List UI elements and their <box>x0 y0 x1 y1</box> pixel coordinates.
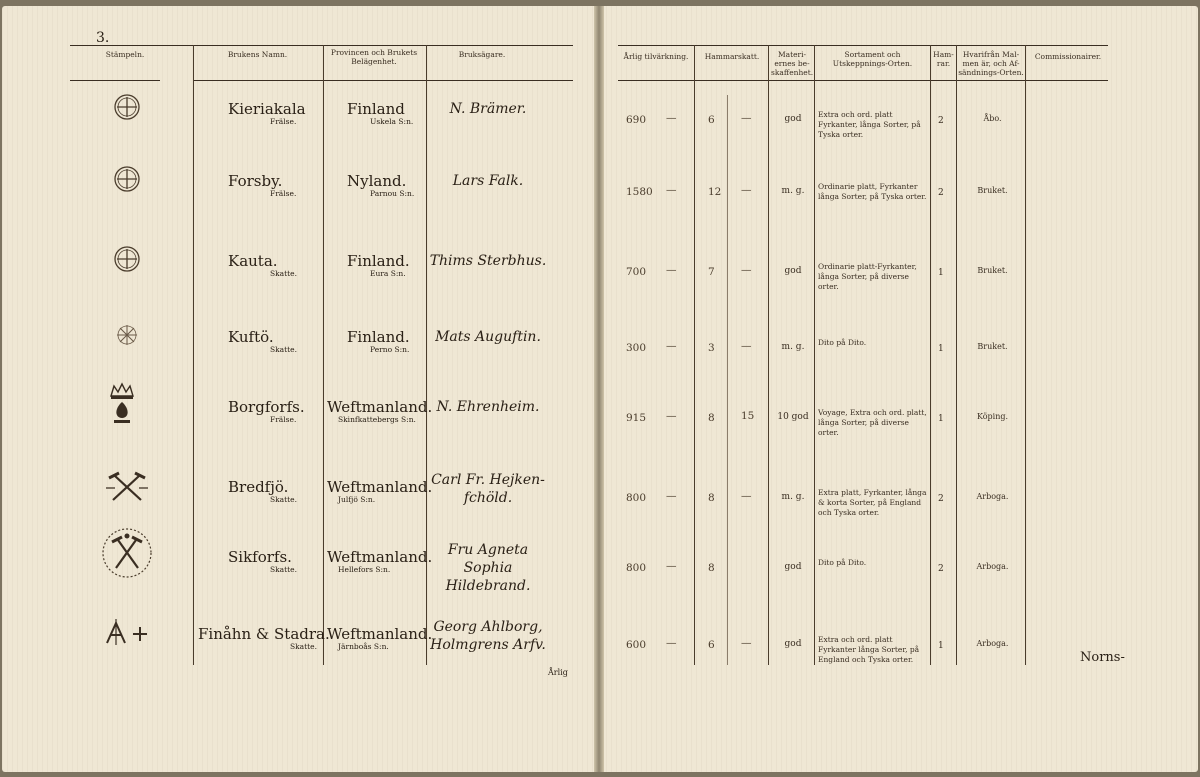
hammer-tax-extra: — <box>741 184 752 196</box>
header-bottom-rule-stamp <box>70 80 160 81</box>
col-divider-r1 <box>694 45 695 665</box>
hammer-tax: 8 <box>708 562 715 574</box>
assortment: Dito på Dito. <box>818 338 867 347</box>
works-name: Kuftö. <box>228 328 274 346</box>
assortment: Ordinarie platt-Fyrkanter, långa Sorter, på diverse orter. <box>818 262 917 291</box>
header-bruksagare: Bruksägare. <box>458 50 506 59</box>
hammer-tax: 7 <box>708 266 715 278</box>
parish-location: Parnou S:n. <box>370 189 415 198</box>
province: Weftmanland. <box>327 398 433 416</box>
col-divider-r3 <box>814 45 815 665</box>
hammer-count: 2 <box>938 116 944 126</box>
works-name: Kieriakala <box>228 100 306 118</box>
annual-production: 300 <box>626 342 647 354</box>
col-divider-r2 <box>768 45 769 665</box>
tax-dash: — <box>666 560 677 572</box>
hammer-count: 1 <box>938 414 944 424</box>
works-tenure: Skatte. <box>270 269 298 278</box>
works-owner: Carl Fr. Hejken-fchöld. <box>431 472 545 507</box>
province: Weftmanland. <box>327 625 433 643</box>
works-owner: N. Ehrenheim. <box>436 399 540 415</box>
works-tenure: Frälse. <box>270 189 297 198</box>
hammers-wreath-stamp-icon <box>100 526 154 584</box>
works-tenure: Frälse. <box>270 117 297 126</box>
works-tenure: Skatte. <box>270 345 298 354</box>
header-bottom-rule-left <box>193 80 573 81</box>
assortment: Extra och ord. platt Fyrkanter långa Sorter, på England och Tyska orter. <box>818 635 920 664</box>
parish-location: Uskela S:n. <box>370 117 414 126</box>
page-number: 3. <box>96 30 110 46</box>
hammer-count: 2 <box>938 494 944 504</box>
hammer-tax-extra: — <box>741 112 752 124</box>
parish-location: Järnboås S:n. <box>338 642 389 651</box>
annual-production: 690 <box>626 114 647 126</box>
anchor-cross-stamp-icon <box>102 617 152 651</box>
works-owner: Lars Falk. <box>452 173 524 189</box>
works-name: Bredfjö. <box>228 478 289 496</box>
works-owner: Mats Auguftin. <box>435 329 541 345</box>
col-divider-2 <box>323 45 324 665</box>
col-divider-3 <box>426 45 427 665</box>
parish-location: Eura S:n. <box>370 269 406 278</box>
quality: god <box>784 639 802 649</box>
province: Weftmanland. <box>327 548 433 566</box>
works-tenure: Frälse. <box>270 415 297 424</box>
header-hammare: Ham-rar. <box>933 50 954 68</box>
tax-dash: — <box>666 340 677 352</box>
catchword-right: Norns- <box>1080 650 1125 665</box>
quality: m. g. <box>781 186 805 196</box>
hammer-count: 2 <box>938 188 944 198</box>
hammer-count: 1 <box>938 268 944 278</box>
hammer-tax: 3 <box>708 342 715 354</box>
hammer-count: 1 <box>938 641 944 651</box>
header-top-rule-right <box>618 45 1108 46</box>
province: Finland <box>347 100 405 118</box>
works-owner: Fru Agneta Sophia Hildebrand. <box>445 542 531 595</box>
header-commissionairer: Commissionairer. <box>1034 52 1102 61</box>
cross-circle-stamp-icon <box>112 92 142 126</box>
ore-origin: Köping. <box>976 412 1009 421</box>
header-materiernes: Materi-ernes be-skaffenhet. <box>771 50 814 77</box>
annual-production: 800 <box>626 562 647 574</box>
works-owner: Thims Sterbhus. <box>429 253 547 269</box>
ore-origin: Åbo. <box>983 114 1002 123</box>
hammer-tax: 6 <box>708 639 715 651</box>
header-arlig: Årlig tilvärkning. <box>623 52 689 61</box>
hammer-tax: 8 <box>708 492 715 504</box>
star-stamp-icon <box>112 320 142 354</box>
works-name: Borgforfs. <box>228 398 305 416</box>
ore-origin: Bruket. <box>977 266 1008 275</box>
header-hvarifran: Hvarifrån Mal-men är, och Af-sändnings-Orten. <box>958 50 1024 77</box>
ore-origin: Arboga. <box>976 492 1009 501</box>
header-hammarskatt: Hammarskatt. <box>704 52 760 61</box>
parish-location: Hellefors S:n. <box>338 565 391 574</box>
header-brukens-namn: Brukens Namn. <box>227 50 288 59</box>
hammer-tax: 8 <box>708 412 715 424</box>
annual-production: 700 <box>626 266 647 278</box>
tax-dash: — <box>666 184 677 196</box>
ore-origin: Bruket. <box>977 342 1008 351</box>
province: Weftmanland. <box>327 478 433 496</box>
header-top-rule-left <box>70 45 573 46</box>
tax-dash: — <box>666 637 677 649</box>
quality: 10 god <box>777 412 809 422</box>
ore-origin: Bruket. <box>977 186 1008 195</box>
quality: m. g. <box>781 492 805 502</box>
quality: god <box>784 562 802 572</box>
col-divider-r4 <box>930 45 931 665</box>
tax-dash: — <box>666 112 677 124</box>
hammer-count: 2 <box>938 564 944 574</box>
catchword-left: Årlig <box>548 668 568 677</box>
parish-location: Perno S:n. <box>370 345 410 354</box>
assortment: Voyage, Extra och ord. platt, långa Sorter, på diverse orter. <box>818 408 927 437</box>
works-tenure: Skatte. <box>270 495 298 504</box>
hammer-count: 1 <box>938 344 944 354</box>
col-divider-r5 <box>956 45 957 665</box>
hammer-tax-extra: — <box>741 264 752 276</box>
hammer-tax-extra: 15 <box>741 410 755 422</box>
cross-circle-stamp-icon <box>112 164 142 198</box>
quality: m. g. <box>781 342 805 352</box>
parish-location: Julfjö S:n. <box>338 495 376 504</box>
hammer-tax-extra: — <box>741 637 752 649</box>
works-owner: Georg Ahlborg, Holmgrens Arfv. <box>430 619 546 654</box>
header-sortament: Sortament och Utskeppnings-Orten. <box>832 50 913 68</box>
annual-production: 800 <box>626 492 647 504</box>
hammer-tax-extra: — <box>741 490 752 502</box>
tax-dash: — <box>666 490 677 502</box>
assortment: Dito på Dito. <box>818 558 867 567</box>
hammer-tax: 12 <box>708 186 722 198</box>
annual-production: 1580 <box>626 186 653 198</box>
ore-origin: Arboga. <box>976 562 1009 571</box>
crossed-hammers-stamp-icon <box>105 470 149 508</box>
works-tenure: Skatte. <box>270 565 298 574</box>
ore-origin: Arboga. <box>976 639 1009 648</box>
works-name: Kauta. <box>228 252 278 270</box>
cross-circle-stamp-icon <box>112 244 142 278</box>
book-gutter <box>594 6 604 772</box>
assortment: Ordinarie platt, Fyrkanter långa Sorter, på Tyska orter. <box>818 182 927 201</box>
works-owner: N. Brämer. <box>449 101 527 117</box>
col-divider-r6 <box>1025 45 1026 665</box>
header-bottom-rule-right <box>618 80 1108 81</box>
tax-dash: — <box>666 410 677 422</box>
header-provincen: Provincen och Brukets Belägenhet. <box>330 48 418 66</box>
col-divider-r1b <box>727 95 728 665</box>
col-divider-1 <box>193 45 194 665</box>
annual-production: 600 <box>626 639 647 651</box>
crown-stamp-icon <box>105 382 139 430</box>
province: Nyland. <box>347 172 407 190</box>
works-name: Finåhn & Stadra. <box>198 625 330 643</box>
tax-dash: — <box>666 264 677 276</box>
hammer-tax-extra: — <box>741 340 752 352</box>
works-tenure: Skatte. <box>290 642 318 651</box>
annual-production: 915 <box>626 412 647 424</box>
quality: god <box>784 266 802 276</box>
assortment: Extra och ord. platt Fyrkanter, långa Sorter, på Tyska orter. <box>818 110 921 139</box>
works-name: Forsby. <box>228 172 283 190</box>
province: Finland. <box>347 252 410 270</box>
hammer-tax: 6 <box>708 114 715 126</box>
assortment: Extra platt, Fyrkanter, långa & korta Sorter, på England och Tyska orter. <box>818 488 927 517</box>
province: Finland. <box>347 328 410 346</box>
works-name: Sikforfs. <box>228 548 292 566</box>
header-stampel: Stämpeln. <box>105 50 145 59</box>
parish-location: Skinfkattebergs S:n. <box>338 415 416 424</box>
quality: god <box>784 114 802 124</box>
